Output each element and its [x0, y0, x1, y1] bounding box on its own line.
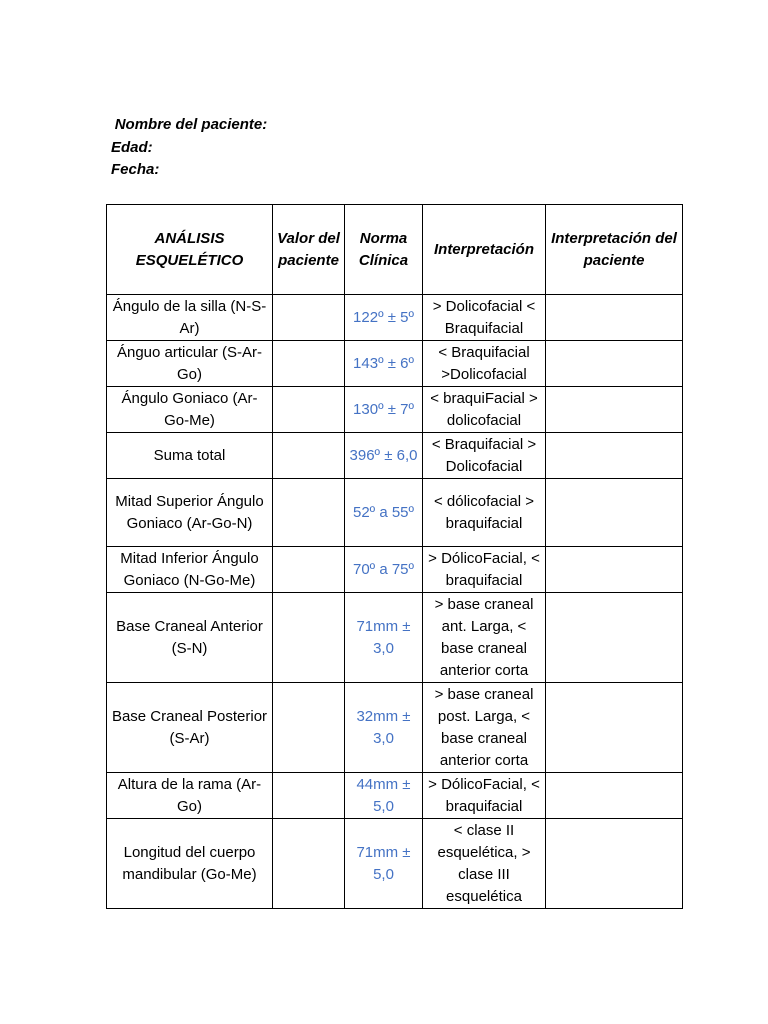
interpretacion-cell: < dólicofacial > braquifacial — [423, 479, 546, 547]
analisis-cell: Base Craneal Posterior (S-Ar) — [107, 683, 273, 773]
norma-cell: 52º a 55º — [345, 479, 423, 547]
column-header-interpretacion: Interpretación — [423, 205, 546, 295]
interp-paciente-cell[interactable] — [546, 387, 683, 433]
table-row — [107, 295, 683, 341]
interpretacion-cell: < braquiFacial > dolicofacial — [423, 387, 546, 433]
interp-paciente-cell[interactable] — [546, 479, 683, 547]
interp-paciente-cell[interactable] — [546, 547, 683, 593]
analisis-cell: Ángulo Goniaco (Ar-Go-Me) — [107, 387, 273, 433]
analisis-cell: Altura de la rama (Ar-Go) — [107, 773, 273, 819]
table-header-row — [107, 205, 683, 295]
interpretacion-cell: > base craneal ant. Larga, < base craneal anterior corta — [423, 593, 546, 683]
table-row — [107, 819, 683, 909]
table-row — [107, 433, 683, 479]
column-header-norma: Norma Clínica — [345, 205, 423, 295]
analisis-cell: Suma total — [107, 433, 273, 479]
patient-name-label: Nombre del paciente: — [114, 116, 268, 133]
interpretacion-cell: < Braquifacial >Dolicofacial — [423, 341, 546, 387]
interpretacion-cell: > DólicoFacial, < braquifacial — [423, 773, 546, 819]
analisis-cell: Ángulo de la silla (N-S-Ar) — [107, 295, 273, 341]
age-label: Edad: — [111, 138, 153, 156]
analisis-cell: Longitud del cuerpo mandibular (Go-Me) — [107, 819, 273, 909]
table-row — [107, 387, 683, 433]
table-row — [107, 593, 683, 683]
table-row — [107, 341, 683, 387]
date-label: Fecha: — [111, 161, 160, 178]
norma-cell: 71mm ± 5,0 — [345, 819, 423, 909]
interp-paciente-cell[interactable] — [546, 433, 683, 479]
patient-header — [111, 114, 311, 182]
valor-cell[interactable] — [273, 819, 345, 909]
interp-paciente-cell[interactable] — [546, 819, 683, 909]
interpretacion-cell: > base craneal post. Larga, < base craneal anterior corta — [423, 683, 546, 773]
valor-cell[interactable] — [273, 433, 345, 479]
valor-cell[interactable] — [273, 593, 345, 683]
valor-cell[interactable] — [273, 387, 345, 433]
norma-cell: 143º ± 6º — [345, 341, 423, 387]
norma-cell: 396º ± 6,0 — [345, 433, 423, 479]
table-row — [107, 547, 683, 593]
interpretacion-cell: < clase II esquelética, > clase III esquelética — [423, 819, 546, 909]
interp-paciente-cell[interactable] — [546, 593, 683, 683]
norma-cell: 32mm ± 3,0 — [345, 683, 423, 773]
skeletal-analysis-table — [106, 204, 683, 909]
interp-paciente-cell[interactable] — [546, 683, 683, 773]
interp-paciente-cell[interactable] — [546, 295, 683, 341]
valor-cell[interactable] — [273, 295, 345, 341]
interp-paciente-cell[interactable] — [546, 341, 683, 387]
valor-cell[interactable] — [273, 547, 345, 593]
norma-cell: 122º ± 5º — [345, 295, 423, 341]
interpretacion-cell: > Dolicofacial < Braquifacial — [423, 295, 546, 341]
interpretacion-cell: < Braquifacial > Dolicofacial — [423, 433, 546, 479]
valor-cell[interactable] — [273, 773, 345, 819]
column-header-interpretacion-paciente: Interpretación del paciente — [546, 205, 683, 295]
column-header-analisis: ANÁLISIS ESQUELÉTICO — [107, 205, 273, 295]
analisis-cell: Mitad Inferior Ángulo Goniaco (N-Go-Me) — [107, 547, 273, 593]
analisis-cell: Base Craneal Anterior (S-N) — [107, 593, 273, 683]
analisis-cell: Ánguo articular (S-Ar-Go) — [107, 341, 273, 387]
norma-cell: 71mm ± 3,0 — [345, 593, 423, 683]
table-row — [107, 479, 683, 547]
interp-paciente-cell[interactable] — [546, 773, 683, 819]
table-row — [107, 683, 683, 773]
column-header-valor: Valor del paciente — [273, 205, 345, 295]
interpretacion-cell: > DólicoFacial, < braquifacial — [423, 547, 546, 593]
norma-cell: 44mm ± 5,0 — [345, 773, 423, 819]
valor-cell[interactable] — [273, 341, 345, 387]
valor-cell[interactable] — [273, 683, 345, 773]
norma-cell: 130º ± 7º — [345, 387, 423, 433]
valor-cell[interactable] — [273, 479, 345, 547]
norma-cell: 70º a 75º — [345, 547, 423, 593]
table-row — [107, 773, 683, 819]
analisis-cell: Mitad Superior Ángulo Goniaco (Ar-Go-N) — [107, 479, 273, 547]
